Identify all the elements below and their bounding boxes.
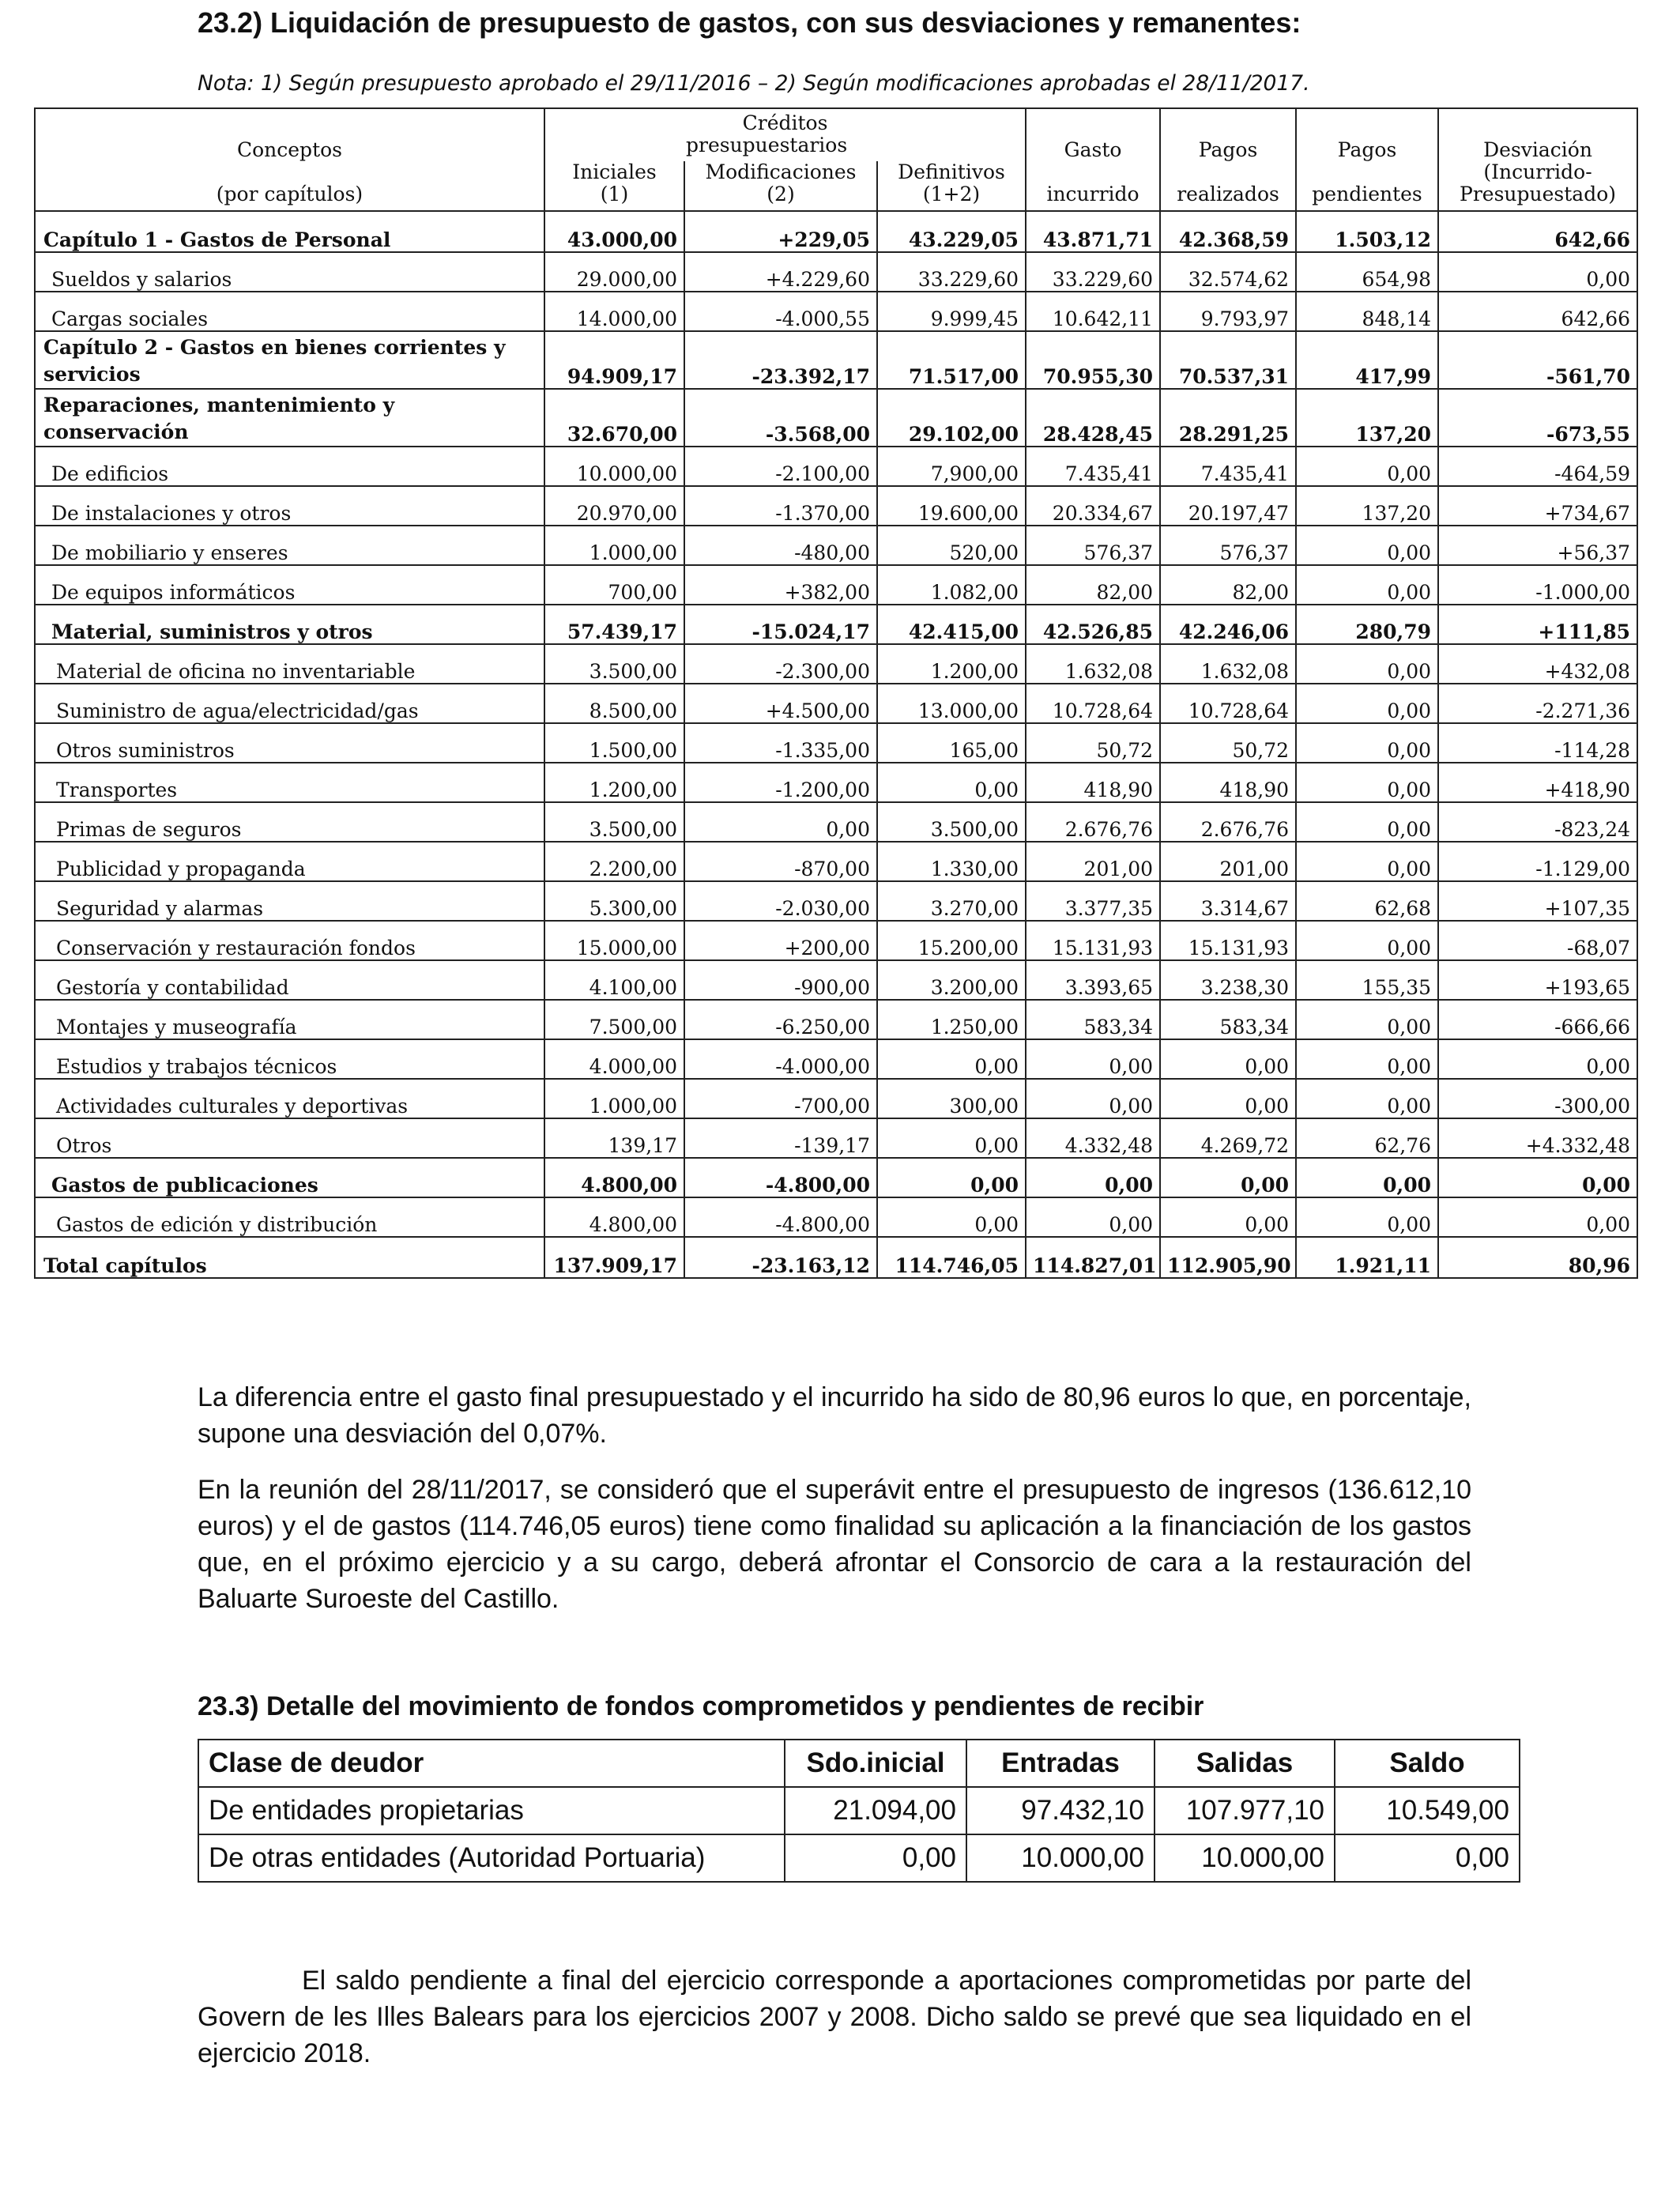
header-desviacion-line2: (Incurrido- [1483, 160, 1592, 183]
budget-cell-gasto-incurrido: 10.728,64 [1026, 684, 1160, 723]
budget-cell-pagos-realizados: 3.238,30 [1160, 960, 1296, 1000]
budget-cell-pagos-realizados: 0,00 [1160, 1158, 1296, 1197]
budget-cell-modificaciones: -1.370,00 [684, 486, 877, 526]
budget-cell-pagos-realizados: 7.435,41 [1160, 447, 1296, 486]
budget-row [35, 389, 1637, 447]
budget-cell-concept: Otros suministros [35, 723, 544, 763]
header-pagos-realizados [1160, 108, 1296, 211]
budget-cell-iniciales: 57.439,17 [544, 605, 684, 644]
budget-cell-modificaciones: -1.200,00 [684, 763, 877, 802]
budget-cell-definitivos: 0,00 [877, 1158, 1026, 1197]
budget-row [35, 447, 1637, 486]
budget-cell-concept: Conservación y restauración fondos [35, 921, 544, 960]
budget-cell-pagos-realizados: 28.291,25 [1160, 389, 1296, 447]
budget-cell-iniciales: 94.909,17 [544, 331, 684, 389]
funds-section-title: 23.3) Detalle del movimiento de fondos comprometidos y pendientes de recibir [198, 1691, 1204, 1721]
budget-cell-desviacion: 0,00 [1438, 1158, 1637, 1197]
budget-cell-iniciales: 8.500,00 [544, 684, 684, 723]
budget-cell-pagos-pendientes: 0,00 [1296, 1158, 1438, 1197]
funds-cell-salidas: 107.977,10 [1155, 1787, 1335, 1834]
budget-cell-definitivos: 43.229,05 [877, 211, 1026, 252]
budget-cell-iniciales: 4.000,00 [544, 1039, 684, 1079]
budget-cell-desviacion: +111,85 [1438, 605, 1637, 644]
paragraph-superavit: En la reunión del 28/11/2017, se consideró que el superávit entre el presupuesto de ingresos (136.612,10 euros) y el de gastos (114.746,05 euros) tiene como finalidad su aplicación a la financiación de los gastos que, en el próximo ejercicio y a su cargo, deberá afrontar el Consorcio de cara a la restauración del Baluarte Suroeste del Castillo. [198, 1475, 1471, 1614]
budget-cell-modificaciones: -139,17 [684, 1118, 877, 1158]
budget-cell-modificaciones: -23.163,12 [684, 1237, 877, 1278]
budget-cell-pagos-pendientes: 0,00 [1296, 802, 1438, 842]
budget-cell-desviacion: -666,66 [1438, 1000, 1637, 1039]
funds-row [198, 1787, 1520, 1834]
paragraph-saldo-pendiente: El saldo pendiente a final del ejercicio corresponde a aportaciones comprometidas por parte del Govern de les Illes Balears para los ejercicios 2007 y 2008. Dicho saldo se prevé que sea liquidado en el ejercicio 2018. [198, 1966, 1471, 2068]
budget-cell-modificaciones: -4.000,55 [684, 292, 877, 331]
budget-row [35, 921, 1637, 960]
budget-cell-definitivos: 33.229,60 [877, 252, 1026, 292]
budget-row [35, 605, 1637, 644]
budget-cell-concept: Sueldos y salarios [35, 252, 544, 292]
budget-cell-concept: Estudios y trabajos técnicos [35, 1039, 544, 1079]
funds-cell-sdo-inicial: 0,00 [785, 1834, 966, 1882]
budget-cell-desviacion: 0,00 [1438, 252, 1637, 292]
budget-cell-definitivos: 19.600,00 [877, 486, 1026, 526]
budget-cell-gasto-incurrido: 0,00 [1026, 1158, 1160, 1197]
budget-cell-iniciales: 2.200,00 [544, 842, 684, 881]
budget-cell-modificaciones: -4.000,00 [684, 1039, 877, 1079]
budget-row [35, 1118, 1637, 1158]
budget-cell-pagos-realizados: 42.246,06 [1160, 605, 1296, 644]
budget-cell-definitivos: 0,00 [877, 763, 1026, 802]
header-pagos-realizados-line1: Pagos [1198, 138, 1258, 161]
budget-cell-pagos-realizados: 0,00 [1160, 1197, 1296, 1237]
budget-row [35, 644, 1637, 684]
budget-cell-pagos-pendientes: 62,76 [1296, 1118, 1438, 1158]
budget-cell-modificaciones: +200,00 [684, 921, 877, 960]
budget-cell-definitivos: 520,00 [877, 526, 1026, 565]
budget-cell-definitivos: 300,00 [877, 1079, 1026, 1118]
budget-cell-gasto-incurrido: 15.131,93 [1026, 921, 1160, 960]
header-definitivos-note: (1+2) [922, 183, 981, 205]
budget-cell-pagos-pendientes: 0,00 [1296, 1079, 1438, 1118]
budget-cell-desviacion: +4.332,48 [1438, 1118, 1637, 1158]
budget-cell-desviacion: +734,67 [1438, 486, 1637, 526]
header-pagos-pendientes [1296, 108, 1438, 211]
funds-cell-saldo: 10.549,00 [1335, 1787, 1520, 1834]
budget-cell-desviacion: -561,70 [1438, 331, 1637, 389]
header-por-capitulos-label: (por capítulos) [216, 183, 363, 205]
budget-cell-pagos-pendientes: 0,00 [1296, 842, 1438, 881]
budget-cell-pagos-pendientes: 280,79 [1296, 605, 1438, 644]
budget-cell-definitivos: 42.415,00 [877, 605, 1026, 644]
budget-cell-definitivos: 71.517,00 [877, 331, 1026, 389]
budget-row [35, 565, 1637, 605]
budget-cell-gasto-incurrido: 3.377,35 [1026, 881, 1160, 921]
budget-cell-concept: Actividades culturales y deportivas [35, 1079, 544, 1118]
budget-cell-concept: De equipos informáticos [35, 565, 544, 605]
budget-cell-concept: Material, suministros y otros [35, 605, 544, 644]
budget-cell-modificaciones: -2.300,00 [684, 644, 877, 684]
budget-cell-gasto-incurrido: 576,37 [1026, 526, 1160, 565]
budget-cell-definitivos: 0,00 [877, 1039, 1026, 1079]
budget-cell-iniciales: 1.000,00 [544, 1079, 684, 1118]
budget-cell-modificaciones: -870,00 [684, 842, 877, 881]
budget-cell-gasto-incurrido: 10.642,11 [1026, 292, 1160, 331]
header-pagos-pendientes-line2: pendientes [1312, 183, 1422, 205]
budget-cell-desviacion: -464,59 [1438, 447, 1637, 486]
budget-cell-concept: Material de oficina no inventariable [35, 644, 544, 684]
budget-cell-modificaciones: -1.335,00 [684, 723, 877, 763]
budget-cell-pagos-pendientes: 0,00 [1296, 526, 1438, 565]
header-conceptos-label: Conceptos [236, 138, 342, 161]
budget-cell-modificaciones: +229,05 [684, 211, 877, 252]
budget-cell-pagos-pendientes: 0,00 [1296, 921, 1438, 960]
header-modificaciones-note: (2) [767, 183, 795, 205]
header-pagos-pendientes-line1: Pagos [1337, 138, 1397, 161]
header-gasto-line1: Gasto [1064, 138, 1122, 161]
budget-cell-desviacion: 642,66 [1438, 292, 1637, 331]
budget-cell-modificaciones: +4.229,60 [684, 252, 877, 292]
budget-cell-iniciales: 7.500,00 [544, 1000, 684, 1039]
section-title: 23.2) Liquidación de presupuesto de gastos, con sus desviaciones y remanentes: [198, 6, 1301, 39]
budget-cell-concept: De edificios [35, 447, 544, 486]
budget-cell-pagos-realizados: 10.728,64 [1160, 684, 1296, 723]
budget-cell-modificaciones: -4.800,00 [684, 1158, 877, 1197]
header-definitivos [877, 161, 1026, 211]
budget-cell-definitivos: 1.200,00 [877, 644, 1026, 684]
budget-cell-desviacion: -2.271,36 [1438, 684, 1637, 723]
budget-cell-modificaciones: -900,00 [684, 960, 877, 1000]
budget-row [35, 252, 1637, 292]
budget-cell-desviacion: -68,07 [1438, 921, 1637, 960]
budget-cell-gasto-incurrido: 0,00 [1026, 1197, 1160, 1237]
budget-cell-iniciales: 137.909,17 [544, 1237, 684, 1278]
budget-cell-concept: Gastos de publicaciones [35, 1158, 544, 1197]
budget-cell-gasto-incurrido: 42.526,85 [1026, 605, 1160, 644]
header-modificaciones [684, 161, 877, 211]
budget-cell-desviacion: +107,35 [1438, 881, 1637, 921]
budget-cell-definitivos: 0,00 [877, 1197, 1026, 1237]
budget-cell-definitivos: 3.200,00 [877, 960, 1026, 1000]
budget-row [35, 763, 1637, 802]
budget-cell-pagos-pendientes: 0,00 [1296, 1039, 1438, 1079]
budget-row [35, 1000, 1637, 1039]
funds-cell-clase: De otras entidades (Autoridad Portuaria) [198, 1834, 785, 1882]
budget-cell-iniciales: 20.970,00 [544, 486, 684, 526]
funds-cell-salidas: 10.000,00 [1155, 1834, 1335, 1882]
budget-cell-iniciales: 1.000,00 [544, 526, 684, 565]
budget-row [35, 842, 1637, 881]
header-definitivos-label: Definitivos [898, 161, 1005, 183]
budget-cell-pagos-realizados: 20.197,47 [1160, 486, 1296, 526]
budget-cell-concept: Otros [35, 1118, 544, 1158]
paragraph-deviation: La diferencia entre el gasto final presupuestado y el incurrido ha sido de 80,96 euros lo que, en porcentaje, supone una desviación del 0,07%. [198, 1382, 1471, 1449]
header-creditos [544, 108, 1026, 161]
budget-cell-concept: Capítulo 2 - Gastos en bienes corrientes y servicios [35, 331, 544, 389]
budget-cell-modificaciones: -15.024,17 [684, 605, 877, 644]
budget-cell-gasto-incurrido: 4.332,48 [1026, 1118, 1160, 1158]
budget-cell-desviacion: 0,00 [1438, 1197, 1637, 1237]
budget-cell-definitivos: 1.082,00 [877, 565, 1026, 605]
budget-cell-iniciales: 1.500,00 [544, 723, 684, 763]
budget-cell-modificaciones: -2.100,00 [684, 447, 877, 486]
budget-cell-gasto-incurrido: 7.435,41 [1026, 447, 1160, 486]
budget-row [35, 1039, 1637, 1079]
budget-cell-pagos-realizados: 3.314,67 [1160, 881, 1296, 921]
header-conceptos [35, 108, 544, 211]
budget-table [34, 107, 1638, 1279]
budget-cell-definitivos: 13.000,00 [877, 684, 1026, 723]
budget-cell-pagos-realizados: 0,00 [1160, 1039, 1296, 1079]
funds-header-salidas: Salidas [1155, 1740, 1335, 1787]
budget-row [35, 211, 1637, 252]
budget-cell-definitivos: 15.200,00 [877, 921, 1026, 960]
budget-cell-iniciales: 139,17 [544, 1118, 684, 1158]
budget-cell-modificaciones: -6.250,00 [684, 1000, 877, 1039]
budget-cell-iniciales: 4.800,00 [544, 1158, 684, 1197]
budget-cell-definitivos: 0,00 [877, 1118, 1026, 1158]
budget-cell-concept: Gastos de edición y distribución [35, 1197, 544, 1237]
budget-cell-pagos-realizados: 42.368,59 [1160, 211, 1296, 252]
budget-note: Nota: 1) Según presupuesto aprobado el 29/11/2016 – 2) Según modificaciones aprobadas el 28/11/2017. [198, 71, 1310, 96]
budget-cell-modificaciones: -4.800,00 [684, 1197, 877, 1237]
budget-cell-desviacion: 642,66 [1438, 211, 1637, 252]
budget-cell-concept: Total capítulos [35, 1237, 544, 1278]
budget-cell-desviacion: -673,55 [1438, 389, 1637, 447]
budget-cell-definitivos: 1.250,00 [877, 1000, 1026, 1039]
budget-cell-definitivos: 9.999,45 [877, 292, 1026, 331]
budget-table-body [35, 211, 1637, 1278]
budget-cell-iniciales: 3.500,00 [544, 644, 684, 684]
budget-cell-concept: Cargas sociales [35, 292, 544, 331]
budget-cell-pagos-pendientes: 417,99 [1296, 331, 1438, 389]
header-iniciales-note: (1) [600, 183, 629, 205]
budget-cell-pagos-pendientes: 0,00 [1296, 723, 1438, 763]
budget-cell-pagos-realizados: 112.905,90 [1160, 1237, 1296, 1278]
funds-header-sdo-inicial: Sdo.inicial [785, 1740, 966, 1787]
budget-cell-concept: Gestoría y contabilidad [35, 960, 544, 1000]
budget-row [35, 1197, 1637, 1237]
funds-table-header [198, 1740, 1520, 1787]
budget-cell-gasto-incurrido: 28.428,45 [1026, 389, 1160, 447]
budget-cell-desviacion: -1.000,00 [1438, 565, 1637, 605]
budget-cell-concept: Reparaciones, mantenimiento y conservación [35, 389, 544, 447]
budget-cell-gasto-incurrido: 201,00 [1026, 842, 1160, 881]
budget-cell-definitivos: 7,900,00 [877, 447, 1026, 486]
budget-cell-pagos-pendientes: 155,35 [1296, 960, 1438, 1000]
budget-cell-iniciales: 700,00 [544, 565, 684, 605]
budget-cell-gasto-incurrido: 418,90 [1026, 763, 1160, 802]
budget-cell-gasto-incurrido: 583,34 [1026, 1000, 1160, 1039]
budget-cell-pagos-realizados: 583,34 [1160, 1000, 1296, 1039]
budget-cell-desviacion: -823,24 [1438, 802, 1637, 842]
budget-cell-pagos-pendientes: 137,20 [1296, 486, 1438, 526]
budget-row [35, 1237, 1637, 1278]
budget-cell-iniciales: 32.670,00 [544, 389, 684, 447]
budget-cell-gasto-incurrido: 3.393,65 [1026, 960, 1160, 1000]
budget-cell-iniciales: 5.300,00 [544, 881, 684, 921]
budget-cell-pagos-realizados: 2.676,76 [1160, 802, 1296, 842]
budget-cell-gasto-incurrido: 43.871,71 [1026, 211, 1160, 252]
budget-cell-pagos-realizados: 418,90 [1160, 763, 1296, 802]
funds-row [198, 1834, 1520, 1882]
header-gasto [1026, 108, 1160, 211]
funds-cell-entradas: 10.000,00 [966, 1834, 1155, 1882]
budget-row [35, 1079, 1637, 1118]
budget-cell-gasto-incurrido: 33.229,60 [1026, 252, 1160, 292]
budget-cell-pagos-realizados: 0,00 [1160, 1079, 1296, 1118]
funds-cell-saldo: 0,00 [1335, 1834, 1520, 1882]
budget-cell-pagos-realizados: 32.574,62 [1160, 252, 1296, 292]
budget-row [35, 881, 1637, 921]
budget-cell-pagos-pendientes: 654,98 [1296, 252, 1438, 292]
budget-row [35, 684, 1637, 723]
budget-cell-modificaciones: -3.568,00 [684, 389, 877, 447]
budget-cell-definitivos: 1.330,00 [877, 842, 1026, 881]
budget-cell-pagos-realizados: 4.269,72 [1160, 1118, 1296, 1158]
budget-cell-gasto-incurrido: 82,00 [1026, 565, 1160, 605]
budget-cell-definitivos: 3.270,00 [877, 881, 1026, 921]
budget-cell-pagos-realizados: 201,00 [1160, 842, 1296, 881]
budget-cell-desviacion: +432,08 [1438, 644, 1637, 684]
budget-row [35, 1158, 1637, 1197]
budget-cell-iniciales: 29.000,00 [544, 252, 684, 292]
budget-cell-concept: Capítulo 1 - Gastos de Personal [35, 211, 544, 252]
budget-cell-desviacion: +418,90 [1438, 763, 1637, 802]
header-creditos-line1: Créditos [742, 111, 828, 134]
header-gasto-line2: incurrido [1046, 183, 1139, 205]
budget-cell-pagos-realizados: 1.632,08 [1160, 644, 1296, 684]
budget-table-header [35, 108, 1637, 211]
budget-cell-modificaciones: -23.392,17 [684, 331, 877, 389]
budget-cell-pagos-pendientes: 62,68 [1296, 881, 1438, 921]
budget-cell-gasto-incurrido: 50,72 [1026, 723, 1160, 763]
header-desviacion [1438, 108, 1637, 211]
budget-row [35, 802, 1637, 842]
header-modificaciones-label: Modificaciones [705, 161, 857, 183]
funds-cell-entradas: 97.432,10 [966, 1787, 1155, 1834]
budget-cell-desviacion: 80,96 [1438, 1237, 1637, 1278]
budget-cell-desviacion: 0,00 [1438, 1039, 1637, 1079]
budget-cell-concept: De instalaciones y otros [35, 486, 544, 526]
budget-cell-pagos-pendientes: 137,20 [1296, 389, 1438, 447]
budget-cell-pagos-pendientes: 848,14 [1296, 292, 1438, 331]
budget-cell-definitivos: 165,00 [877, 723, 1026, 763]
budget-cell-gasto-incurrido: 1.632,08 [1026, 644, 1160, 684]
funds-header-entradas: Entradas [966, 1740, 1155, 1787]
budget-row [35, 960, 1637, 1000]
budget-cell-concept: Primas de seguros [35, 802, 544, 842]
budget-row [35, 292, 1637, 331]
budget-cell-pagos-pendientes: 0,00 [1296, 644, 1438, 684]
budget-cell-pagos-pendientes: 0,00 [1296, 684, 1438, 723]
funds-header-clase: Clase de deudor [198, 1740, 785, 1787]
budget-cell-definitivos: 114.746,05 [877, 1237, 1026, 1278]
budget-cell-desviacion: -1.129,00 [1438, 842, 1637, 881]
funds-cell-sdo-inicial: 21.094,00 [785, 1787, 966, 1834]
budget-cell-gasto-incurrido: 0,00 [1026, 1079, 1160, 1118]
budget-cell-pagos-pendientes: 0,00 [1296, 1000, 1438, 1039]
header-pagos-realizados-line2: realizados [1177, 183, 1279, 205]
budget-row [35, 486, 1637, 526]
budget-cell-iniciales: 10.000,00 [544, 447, 684, 486]
budget-cell-iniciales: 14.000,00 [544, 292, 684, 331]
budget-cell-iniciales: 43.000,00 [544, 211, 684, 252]
budget-cell-pagos-realizados: 50,72 [1160, 723, 1296, 763]
budget-cell-iniciales: 3.500,00 [544, 802, 684, 842]
budget-cell-pagos-realizados: 70.537,31 [1160, 331, 1296, 389]
budget-cell-pagos-pendientes: 0,00 [1296, 447, 1438, 486]
budget-cell-pagos-pendientes: 0,00 [1296, 565, 1438, 605]
budget-cell-desviacion: +193,65 [1438, 960, 1637, 1000]
budget-cell-pagos-realizados: 576,37 [1160, 526, 1296, 565]
budget-cell-gasto-incurrido: 70.955,30 [1026, 331, 1160, 389]
budget-cell-gasto-incurrido: 114.827,01 [1026, 1237, 1160, 1278]
budget-cell-modificaciones: 0,00 [684, 802, 877, 842]
funds-header-saldo: Saldo [1335, 1740, 1520, 1787]
budget-cell-pagos-pendientes: 0,00 [1296, 763, 1438, 802]
budget-cell-pagos-realizados: 9.793,97 [1160, 292, 1296, 331]
budget-cell-desviacion: +56,37 [1438, 526, 1637, 565]
budget-cell-concept: Transportes [35, 763, 544, 802]
budget-cell-iniciales: 4.800,00 [544, 1197, 684, 1237]
budget-cell-concept: De mobiliario y enseres [35, 526, 544, 565]
budget-row [35, 723, 1637, 763]
budget-cell-concept: Publicidad y propaganda [35, 842, 544, 881]
header-iniciales-label: Iniciales [572, 161, 657, 183]
budget-cell-iniciales: 4.100,00 [544, 960, 684, 1000]
budget-cell-pagos-pendientes: 0,00 [1296, 1197, 1438, 1237]
budget-cell-modificaciones: +4.500,00 [684, 684, 877, 723]
funds-table [198, 1739, 1520, 1883]
budget-cell-desviacion: -114,28 [1438, 723, 1637, 763]
budget-cell-concept: Montajes y museografía [35, 1000, 544, 1039]
budget-cell-definitivos: 29.102,00 [877, 389, 1026, 447]
header-iniciales [544, 161, 684, 211]
budget-cell-gasto-incurrido: 0,00 [1026, 1039, 1160, 1079]
budget-cell-gasto-incurrido: 2.676,76 [1026, 802, 1160, 842]
header-desviacion-line1: Desviación [1483, 138, 1592, 161]
header-creditos-line2: presupuestarios [686, 134, 848, 156]
budget-row [35, 331, 1637, 389]
budget-cell-iniciales: 1.200,00 [544, 763, 684, 802]
budget-cell-pagos-realizados: 82,00 [1160, 565, 1296, 605]
budget-cell-modificaciones: -2.030,00 [684, 881, 877, 921]
budget-cell-definitivos: 3.500,00 [877, 802, 1026, 842]
funds-cell-clase: De entidades propietarias [198, 1787, 785, 1834]
budget-cell-pagos-realizados: 15.131,93 [1160, 921, 1296, 960]
budget-row [35, 526, 1637, 565]
budget-cell-gasto-incurrido: 20.334,67 [1026, 486, 1160, 526]
budget-cell-concept: Seguridad y alarmas [35, 881, 544, 921]
budget-cell-pagos-pendientes: 1.503,12 [1296, 211, 1438, 252]
budget-cell-pagos-pendientes: 1.921,11 [1296, 1237, 1438, 1278]
budget-cell-modificaciones: +382,00 [684, 565, 877, 605]
budget-cell-concept: Suministro de agua/electricidad/gas [35, 684, 544, 723]
budget-cell-desviacion: -300,00 [1438, 1079, 1637, 1118]
budget-cell-modificaciones: -480,00 [684, 526, 877, 565]
header-desviacion-line3: Presupuestado) [1460, 183, 1617, 205]
budget-cell-iniciales: 15.000,00 [544, 921, 684, 960]
budget-cell-modificaciones: -700,00 [684, 1079, 877, 1118]
